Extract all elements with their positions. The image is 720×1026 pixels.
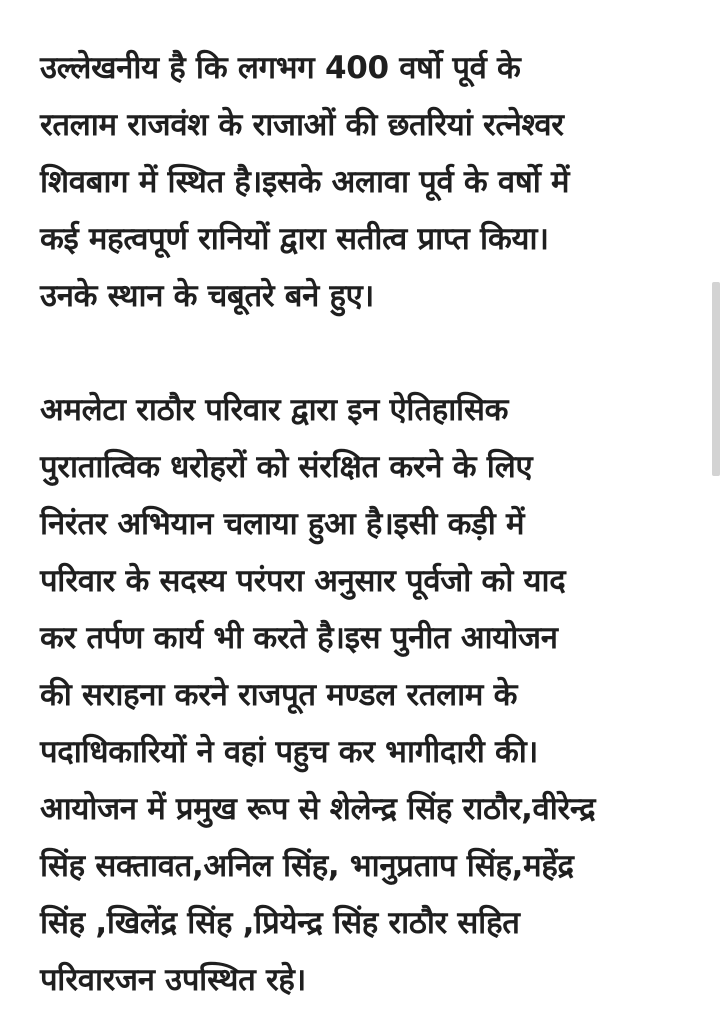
text-line: उल्लेखनीय है कि लगभग 400 वर्षो पूर्व के — [40, 50, 521, 86]
text-line: निरंतर अभियान चलाया हुआ है।इसी कड़ी में — [40, 506, 525, 542]
text-line: उनके स्थान के चबूतरे बने हुए। — [40, 278, 374, 314]
text-line: कर तर्पण कार्य भी करते है।इस पुनीत आयोजन — [40, 620, 558, 656]
article-paragraph-1 — [40, 40, 700, 325]
text-line: पदाधिकारियों ने वहां पहुच कर भागीदारी की। — [40, 734, 538, 770]
text-line: की सराहना करने राजपूत मण्डल रतलाम के — [40, 677, 518, 713]
text-line: अमलेटा राठौर परिवार द्वारा इन ऐतिहासिक — [40, 392, 509, 428]
text-line: कई महत्वपूर्ण रानियों द्वारा सतीत्व प्राप्त किया। — [40, 221, 549, 257]
scrollbar-thumb[interactable] — [712, 282, 720, 476]
text-line: रतलाम राजवंश के राजाओं की छतरियां रत्नेश्वर — [40, 107, 564, 143]
text-line: परिवारजन उपस्थित रहे। — [40, 962, 306, 998]
text-line: सिंह ,खिलेंद्र सिंह ,प्रियेन्द्र सिंह राठौर सहित — [40, 905, 520, 941]
text-line: आयोजन में प्रमुख रूप से शेलेन्द्र सिंह राठौर,वीरेन्द्र — [40, 791, 596, 827]
text-line: परिवार के सदस्य परंपरा अनुसार पूर्वजो को याद — [40, 563, 566, 599]
text-line: पुरातात्विक धरोहरों को संरक्षित करने के लिए — [40, 449, 533, 485]
text-line: शिवबाग में स्थित है।इसके अलावा पूर्व के वर्षो में — [40, 164, 570, 200]
text-line: सिंह सक्तावत,अनिल सिंह, भानुप्रताप सिंह,महेंद्र — [40, 848, 574, 884]
article-body — [40, 40, 700, 1009]
paragraph-spacer — [40, 325, 700, 382]
article-paragraph-2 — [40, 382, 700, 1009]
